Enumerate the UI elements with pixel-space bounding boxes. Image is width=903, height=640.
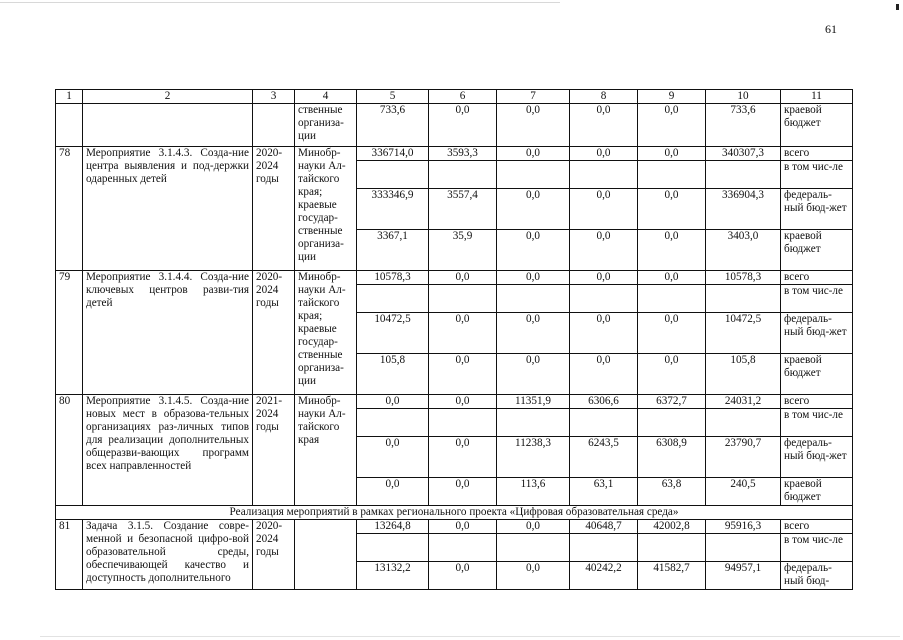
value-cell: 0,0	[638, 313, 706, 354]
value-cell: 733,6	[357, 104, 429, 147]
row-name-cell: Задача 3.1.5. Создание совре-менной и безопасной цифро-вой образовательной среды, обеспечивающей качество и доступность дополнительного	[83, 520, 253, 590]
value-cell: 0,0	[497, 354, 570, 395]
value-cell: 0,0	[497, 313, 570, 354]
value-cell: 3557,4	[429, 189, 497, 230]
row-executor-cell: Минобр-науки Ал-тайского края; краевые государ-ственные организа-ции	[295, 147, 357, 271]
value-cell	[497, 285, 570, 313]
value-cell: 0,0	[638, 354, 706, 395]
row-years-cell: 2020-2024 годы	[253, 147, 295, 271]
header-cell: 6	[429, 90, 497, 104]
value-cell: 0,0	[570, 189, 638, 230]
value-cell	[706, 409, 781, 437]
value-cell: 0,0	[638, 230, 706, 271]
funding-source-cell: краевой бюджет	[781, 478, 853, 506]
value-cell	[638, 161, 706, 189]
funding-source-cell: всего	[781, 271, 853, 285]
value-cell: 11351,9	[497, 395, 570, 409]
row-name-cell: Мероприятие 3.1.4.5. Созда-ние новых мест в образова-тельных организациях раз-личных типов для реализации дополнительных общеразви-вающих программ всех направленностей	[83, 395, 253, 506]
funding-source-cell: в том чис-ле	[781, 285, 853, 313]
header-cell: 8	[570, 90, 638, 104]
scan-artifact-top	[0, 2, 560, 3]
value-cell: 6243,5	[570, 437, 638, 478]
value-cell: 63,1	[570, 478, 638, 506]
funding-source-cell: федераль-ный бюд-жет	[781, 437, 853, 478]
value-cell	[429, 409, 497, 437]
value-cell: 0,0	[497, 189, 570, 230]
value-cell: 6308,9	[638, 437, 706, 478]
value-cell	[638, 409, 706, 437]
funding-source-cell: в том чис-ле	[781, 409, 853, 437]
value-cell	[429, 161, 497, 189]
value-cell	[357, 161, 429, 189]
funding-source-cell: краевой бюджет	[781, 354, 853, 395]
row-name-cell: Мероприятие 3.1.4.4. Созда-ние ключевых центров разви-тия детей	[83, 271, 253, 395]
value-cell: 3403,0	[706, 230, 781, 271]
value-cell: 24031,2	[706, 395, 781, 409]
value-cell: 0,0	[638, 104, 706, 147]
row-number-cell	[56, 104, 83, 147]
value-cell	[357, 534, 429, 562]
value-cell: 113,6	[497, 478, 570, 506]
value-cell: 340307,3	[706, 147, 781, 161]
funding-source-cell: всего	[781, 395, 853, 409]
value-cell: 10472,5	[706, 313, 781, 354]
value-cell: 3593,3	[429, 147, 497, 161]
section-title: Реализация мероприятий в рамках регионального проекта «Цифровая образовательная среда»	[56, 506, 853, 520]
value-cell: 10472,5	[357, 313, 429, 354]
value-cell: 0,0	[429, 313, 497, 354]
value-cell: 0,0	[570, 354, 638, 395]
funding-source-cell: краевой бюджет	[781, 104, 853, 147]
table-row-continuation	[56, 104, 853, 147]
row-years-cell: 2021-2024 годы	[253, 395, 295, 506]
header-cell: 5	[357, 90, 429, 104]
value-cell: 63,8	[638, 478, 706, 506]
value-cell	[570, 161, 638, 189]
value-cell	[429, 534, 497, 562]
table-header-row	[56, 90, 853, 104]
header-cell: 10	[706, 90, 781, 104]
value-cell	[706, 285, 781, 313]
row-years-cell: 2020-2024 годы	[253, 271, 295, 395]
value-cell	[570, 285, 638, 313]
value-cell: 3367,1	[357, 230, 429, 271]
row-years-cell: 2020-2024 годы	[253, 520, 295, 590]
value-cell: 0,0	[497, 230, 570, 271]
funding-source-cell: федераль-ный бюд-жет	[781, 313, 853, 354]
funding-source-cell: всего	[781, 147, 853, 161]
value-cell	[570, 534, 638, 562]
value-cell: 10578,3	[706, 271, 781, 285]
row-name-cell	[83, 104, 253, 147]
value-cell: 0,0	[429, 395, 497, 409]
row-executor-cell: Минобр-науки Ал-тайского края; краевые государ-ственные организа-ции	[295, 271, 357, 395]
header-cell: 1	[56, 90, 83, 104]
value-cell: 240,5	[706, 478, 781, 506]
value-cell: 105,8	[357, 354, 429, 395]
header-cell: 2	[83, 90, 253, 104]
value-cell: 94957,1	[706, 562, 781, 590]
value-cell: 0,0	[570, 271, 638, 285]
value-cell: 6372,7	[638, 395, 706, 409]
value-cell: 11238,3	[497, 437, 570, 478]
funding-source-cell: федераль-ный бюд-жет	[781, 189, 853, 230]
value-cell: 0,0	[570, 104, 638, 147]
funding-source-cell: всего	[781, 520, 853, 534]
value-cell: 0,0	[429, 104, 497, 147]
value-cell	[638, 534, 706, 562]
value-cell	[570, 409, 638, 437]
value-cell: 95916,3	[706, 520, 781, 534]
value-cell: 733,6	[706, 104, 781, 147]
funding-source-cell: в том чис-ле	[781, 161, 853, 189]
funding-source-cell: краевой бюджет	[781, 230, 853, 271]
value-cell	[497, 534, 570, 562]
value-cell: 0,0	[570, 147, 638, 161]
table-row	[56, 395, 853, 409]
row-years-cell	[253, 104, 295, 147]
value-cell: 40648,7	[570, 520, 638, 534]
value-cell	[497, 409, 570, 437]
header-cell: 9	[638, 90, 706, 104]
row-executor-cell: Минобр-науки Ал-тайского края	[295, 395, 357, 506]
value-cell: 105,8	[706, 354, 781, 395]
row-number-cell: 81	[56, 520, 83, 590]
header-cell: 7	[497, 90, 570, 104]
value-cell	[706, 534, 781, 562]
value-cell	[497, 161, 570, 189]
row-name-cell: Мероприятие 3.1.4.3. Созда-ние центра выявления и под-держки одаренных детей	[83, 147, 253, 271]
value-cell: 0,0	[497, 104, 570, 147]
value-cell: 333346,9	[357, 189, 429, 230]
value-cell: 336904,3	[706, 189, 781, 230]
scan-artifact-bottom	[40, 636, 900, 637]
value-cell: 0,0	[497, 520, 570, 534]
header-cell: 11	[781, 90, 853, 104]
table-row	[56, 147, 853, 161]
value-cell: 13132,2	[357, 562, 429, 590]
value-cell: 35,9	[429, 230, 497, 271]
value-cell	[357, 409, 429, 437]
value-cell: 6306,6	[570, 395, 638, 409]
value-cell	[429, 285, 497, 313]
page-number: 61	[825, 22, 837, 36]
value-cell: 42002,8	[638, 520, 706, 534]
value-cell: 0,0	[429, 271, 497, 285]
value-cell: 0,0	[638, 271, 706, 285]
table-row	[56, 271, 853, 285]
value-cell: 0,0	[497, 562, 570, 590]
row-number-cell: 80	[56, 395, 83, 506]
value-cell: 40242,2	[570, 562, 638, 590]
value-cell: 0,0	[429, 354, 497, 395]
value-cell: 0,0	[638, 147, 706, 161]
value-cell: 13264,8	[357, 520, 429, 534]
row-number-cell: 79	[56, 271, 83, 395]
value-cell: 0,0	[497, 147, 570, 161]
row-executor-cell: ственные организа-ции	[295, 104, 357, 147]
value-cell: 0,0	[357, 437, 429, 478]
value-cell	[706, 161, 781, 189]
row-executor-cell	[295, 520, 357, 590]
value-cell: 0,0	[429, 562, 497, 590]
value-cell: 0,0	[429, 478, 497, 506]
value-cell: 23790,7	[706, 437, 781, 478]
scan-artifact-dot	[896, 4, 899, 10]
header-cell: 3	[253, 90, 295, 104]
value-cell: 336714,0	[357, 147, 429, 161]
funding-source-cell: федераль-ный бюд-	[781, 562, 853, 590]
section-title-row	[56, 506, 853, 520]
value-cell: 0,0	[497, 271, 570, 285]
value-cell: 0,0	[570, 230, 638, 271]
funding-source-cell: в том чис-ле	[781, 534, 853, 562]
value-cell: 0,0	[357, 395, 429, 409]
value-cell: 0,0	[638, 189, 706, 230]
value-cell	[638, 285, 706, 313]
value-cell: 41582,7	[638, 562, 706, 590]
value-cell: 0,0	[429, 437, 497, 478]
row-number-cell: 78	[56, 147, 83, 271]
value-cell: 0,0	[570, 313, 638, 354]
value-cell	[357, 285, 429, 313]
value-cell: 0,0	[429, 520, 497, 534]
table-row	[56, 520, 853, 534]
header-cell: 4	[295, 90, 357, 104]
value-cell: 10578,3	[357, 271, 429, 285]
budget-table	[55, 89, 853, 590]
value-cell: 0,0	[357, 478, 429, 506]
